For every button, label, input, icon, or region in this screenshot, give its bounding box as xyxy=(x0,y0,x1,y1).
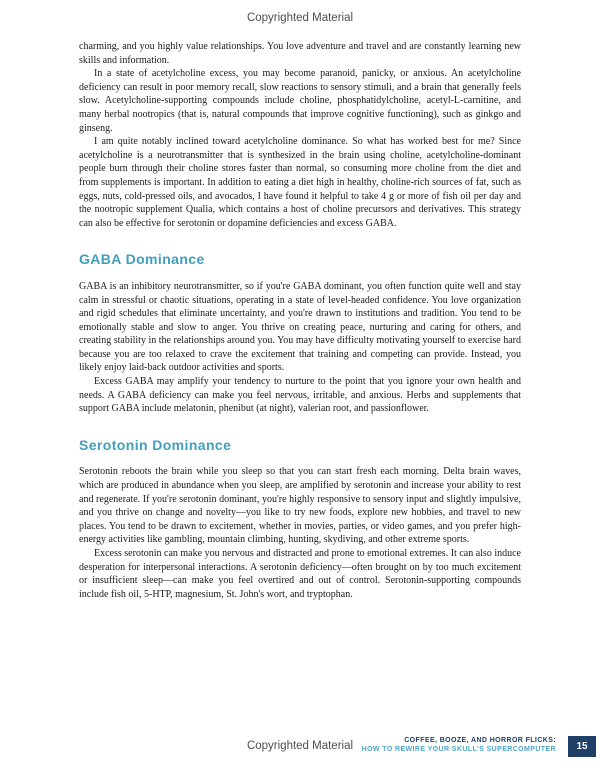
paragraph: Excess serotonin can make you nervous and distracted and prone to emotional extremes. It can also induce desperation for interpersonal interactions. A serotonin deficiency—often brought on by too much excitement or insufficient sleep—can make you feel overtired and out of control. Serotonin-supporting compounds include fish oil, 5-HTP, magnesium, St. John's wort, and tryptophan. xyxy=(79,548,521,600)
top-watermark: Copyrighted Material xyxy=(246,12,354,24)
paragraph: GABA is an inhibitory neurotransmitter, so if you're GABA dominant, you often function quite well and stay calm in stressful or chaotic situations, operating in a state of level-headed confidence. You love organization and rigid schedules that eliminate uncertainty, and you're drawn to institutions and tradition. You tend to be emotionally stable and slow to anger. You thrive on creating peace, nurturing and caring for others, and creating stability in the relationships around you. You may have difficulty motivating yourself to exercise hard because you are too relaxed to crave the excitement that training and competing can provide. Instead, you likely enjoy laid-back outdoor activities and sports. xyxy=(79,280,521,374)
paragraph: I am quite notably inclined toward acetylcholine dominance. So what has worked best for me? Since acetylcholine is a neurotransmitter that is synthesized in the brain using choline, acetylcholine-dominant people burn through their choline stores faster than normal, so consuming more choline from the diet and from supplements is important. In addition to eating a diet high in healthy, choline-rich sources of fat, such as eggs, nuts, cold-pressed oils, and avocados, I have found it helpful to take 4 g or more of fish oil per day and the nootropic supplement Qualia, which contains a host of choline precursors and derivatives. This strategy can also be effective for serotonin or dopamine deficiencies and excess GABA. xyxy=(79,136,521,229)
section-heading-gaba-dominance: GABA Dominance xyxy=(79,251,205,268)
paragraph: Serotonin reboots the brain while you sleep so that you can start fresh each morning. Delta brain waves, which are produced in abundance when you sleep, are amplified by serotonin and increase your ability to rest and regenerate. If you're serotonin dominant, you're highly responsive to sensory input and slightly impulsive, and you thrive on change and novelty—you like to try new foods, explore new hobbies, and travel to new places. You tend to be drawn to excitement, whether in movies, parties, or video games, and you prefer high-energy activities like gambling, mountain climbing, hunting, skydiving, and other extreme sports. xyxy=(79,466,521,546)
paragraph: charming, and you highly value relationships. You love adventure and travel and are constantly learning new skills and information. xyxy=(79,41,521,66)
paragraph: In a state of acetylcholine excess, you may become paranoid, panicky, or anxious. An acetylcholine deficiency can result in poor memory recall, slow reactions to sensory stimuli, and a brain that generally feels slow. Acetylcholine-supporting compounds include choline, phosphatidylcholine, acetyl-L-carnitine, and many herbal nootropics (that is, natural compounds that improve cognitive functioning), such as ginkgo and ginseng. xyxy=(79,68,521,134)
bottom-watermark: Copyrighted Material xyxy=(246,740,354,752)
page-number-badge: 15 xyxy=(568,736,596,757)
page-body xyxy=(79,40,521,601)
chapter-title-line-2: HOW TO REWIRE YOUR SKULL'S SUPERCOMPUTER xyxy=(361,745,556,753)
chapter-title-line-1: COFFEE, BOOZE, AND HORROR FLICKS: xyxy=(404,737,556,744)
paragraph: Excess GABA may amplify your tendency to nurture to the point that you ignore your own health and needs. A GABA deficiency can make you feel nervous, irritable, and anxious. Herbs and supplements that support GABA include melatonin, phenibut (at night), valerian root, and passionflower. xyxy=(79,376,521,415)
page-footer xyxy=(0,726,600,768)
running-footer-chapter-title xyxy=(362,737,556,754)
section-heading-serotonin-dominance: Serotonin Dominance xyxy=(79,436,232,453)
